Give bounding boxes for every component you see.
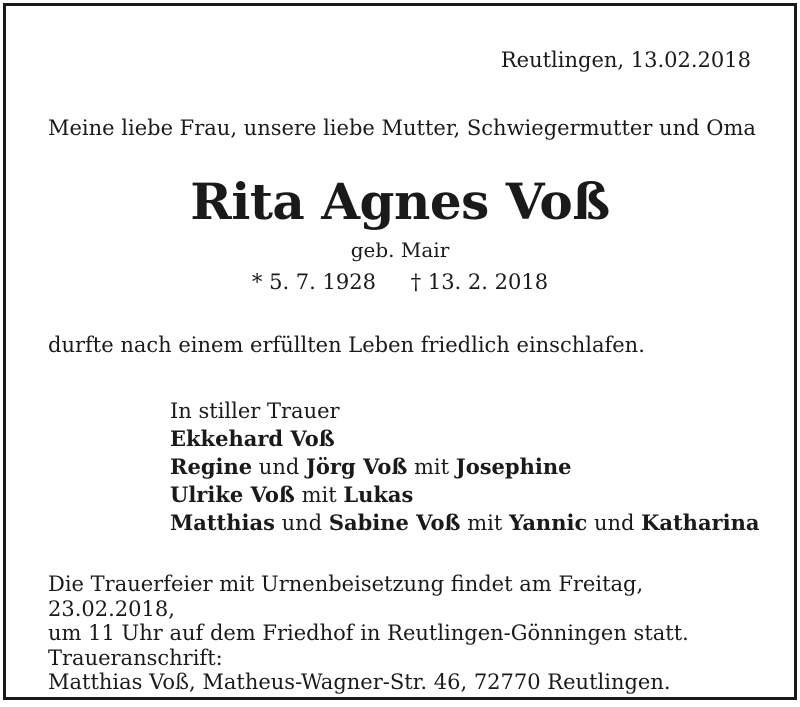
mourner-name: Regine [170, 454, 253, 479]
passing-text: durfte nach einem erfüllten Leben friedlich einschlafen. [48, 333, 645, 357]
intro-text: Meine liebe Frau, unsere liebe Mutter, Schwiegermutter und Oma [48, 116, 756, 140]
birth-date: * 5. 7. 1928 [251, 270, 376, 294]
address-heading: Traueranschrift: [48, 645, 223, 670]
mourner-line [170, 509, 759, 537]
connector-text: mit [467, 511, 503, 535]
mourner-name: Jörg Voß [305, 454, 408, 479]
mourner-line [170, 425, 759, 453]
place-date: Reutlingen, 13.02.2018 [500, 48, 751, 72]
death-date: † 13. 2. 2018 [410, 270, 549, 294]
mourner-name: Matthias [170, 510, 275, 535]
mourner-name: Yannic [508, 510, 588, 535]
deceased-name: Rita Agnes Voß [190, 172, 610, 231]
mourner-name: Ulrike Voß [170, 482, 295, 507]
service-line: Die Trauerfeier mit Urnenbeisetzung findet am Freitag, 23.02.2018, [48, 572, 644, 621]
obituary-notice [3, 3, 797, 700]
mourner-name: Josephine [455, 454, 572, 479]
maiden-name: geb. Mair [350, 238, 450, 262]
mourners-block [170, 398, 759, 537]
mourner-name: Katharina [641, 510, 760, 535]
mourner-name: Sabine Voß [328, 510, 461, 535]
address-line: Matthias Voß, Matheus-Wagner-Str. 46, 72770 Reutlingen. [48, 670, 671, 694]
mourners-heading: In stiller Trauer [170, 399, 340, 423]
life-dates [6, 270, 794, 294]
service-info [48, 572, 768, 695]
mourner-name: Lukas [343, 482, 414, 507]
connector-text: mit [301, 483, 337, 507]
connector-text: und [258, 455, 300, 479]
connector-text: und [281, 511, 323, 535]
mourner-line [170, 453, 759, 481]
connector-text: und [593, 511, 635, 535]
service-line: um 11 Uhr auf dem Friedhof in Reutlingen-Gönningen statt. [48, 621, 689, 645]
connector-text: mit [414, 455, 450, 479]
mourner-name: Ekkehard Voß [170, 426, 335, 451]
mourner-line [170, 481, 759, 509]
